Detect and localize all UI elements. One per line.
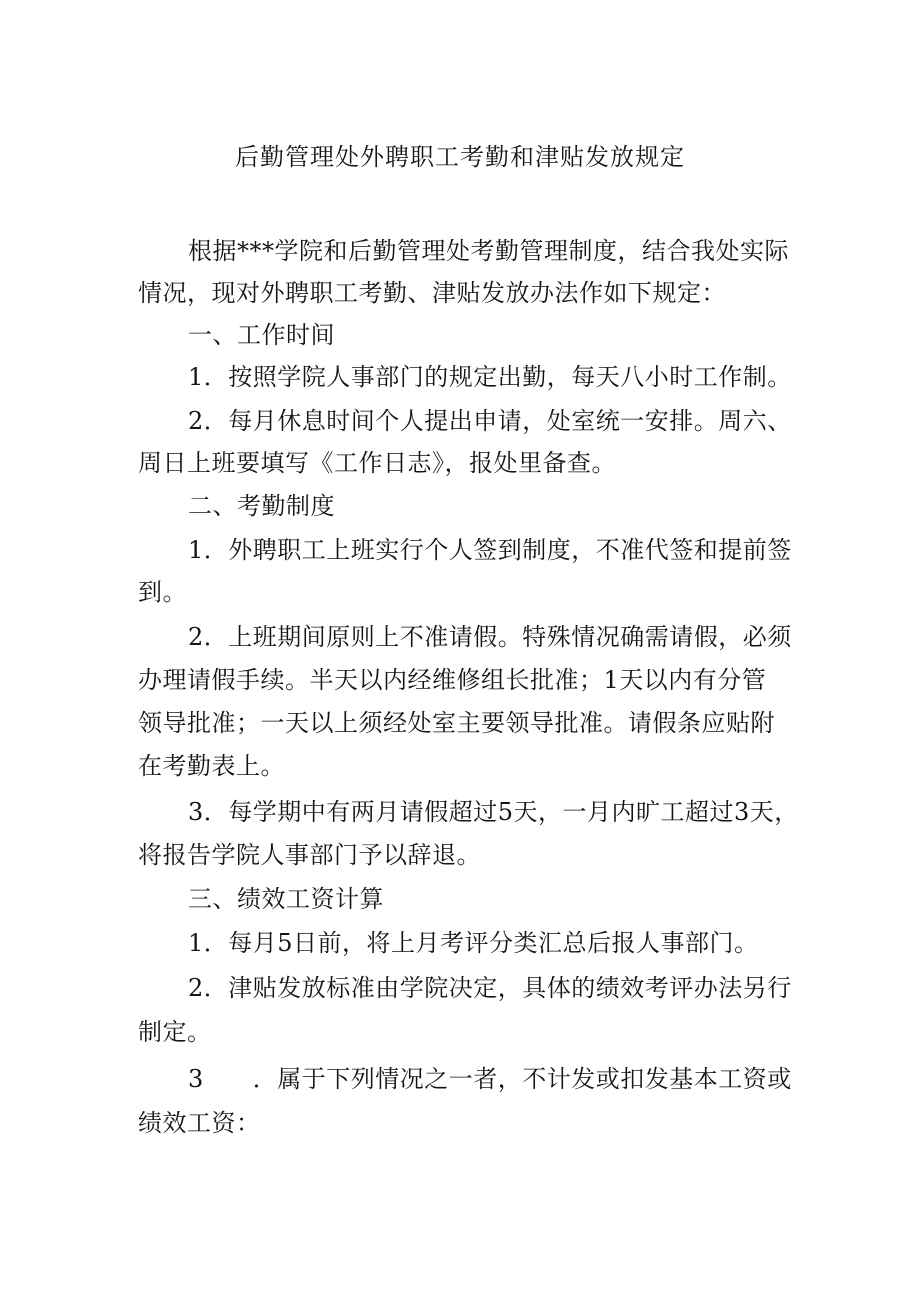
paragraph-line: 绩效工资： (138, 1109, 261, 1137)
section-heading-work-hours: 一、工作时间 (188, 321, 335, 349)
paragraph-line: 办理请假手续。半天以内经维修组长批准；1天以内有分管 (138, 666, 767, 694)
paragraph-line: 领导批准；一天以上须经处室主要领导批准。请假条应贴附 (138, 709, 775, 737)
paragraph-line: 2．每月休息时间个人提出申请，处室统一安排。周六、 (188, 407, 792, 435)
intro-line-2: 情况，现对外聘职工考勤、津贴发放办法作如下规定： (138, 279, 726, 307)
paragraph-line: 3．每学期中有两月请假超过5天，一月内旷工超过3天， (188, 798, 799, 826)
section-heading-attendance: 二、考勤制度 (188, 492, 335, 520)
document-title: 后勤管理处外聘职工考勤和津贴发放规定 (235, 143, 685, 171)
paragraph-line: 在考勤表上。 (138, 752, 285, 780)
paragraph-line: 周日上班要填写《工作日志》，报处里备查。 (138, 449, 616, 477)
paragraph-line: 1．按照学院人事部门的规定出勤，每天八小时工作制。 (188, 363, 792, 391)
paragraph-line: 2．津贴发放标准由学院决定，具体的绩效考评办法另行 (188, 974, 792, 1002)
paragraph-line: 2．上班期间原则上不准请假。特殊情况确需请假，必须 (188, 623, 792, 651)
paragraph-line: 将报告学院人事部门予以辞退。 (138, 841, 481, 869)
paragraph-line: 3 ．属于下列情况之一者，不计发或扣发基本工资或 (188, 1065, 792, 1093)
section-heading-performance-pay: 三、绩效工资计算 (188, 885, 384, 913)
paragraph-line: 到。 (138, 578, 187, 606)
paragraph-line: 1．每月5日前，将上月考评分类汇总后报人事部门。 (188, 929, 759, 957)
paragraph-line: 制定。 (138, 1018, 212, 1046)
paragraph-line: 1．外聘职工上班实行个人签到制度，不准代签和提前签 (188, 536, 792, 564)
intro-line-1: 根据***学院和后勤管理处考勤管理制度，结合我处实际 (188, 237, 789, 265)
